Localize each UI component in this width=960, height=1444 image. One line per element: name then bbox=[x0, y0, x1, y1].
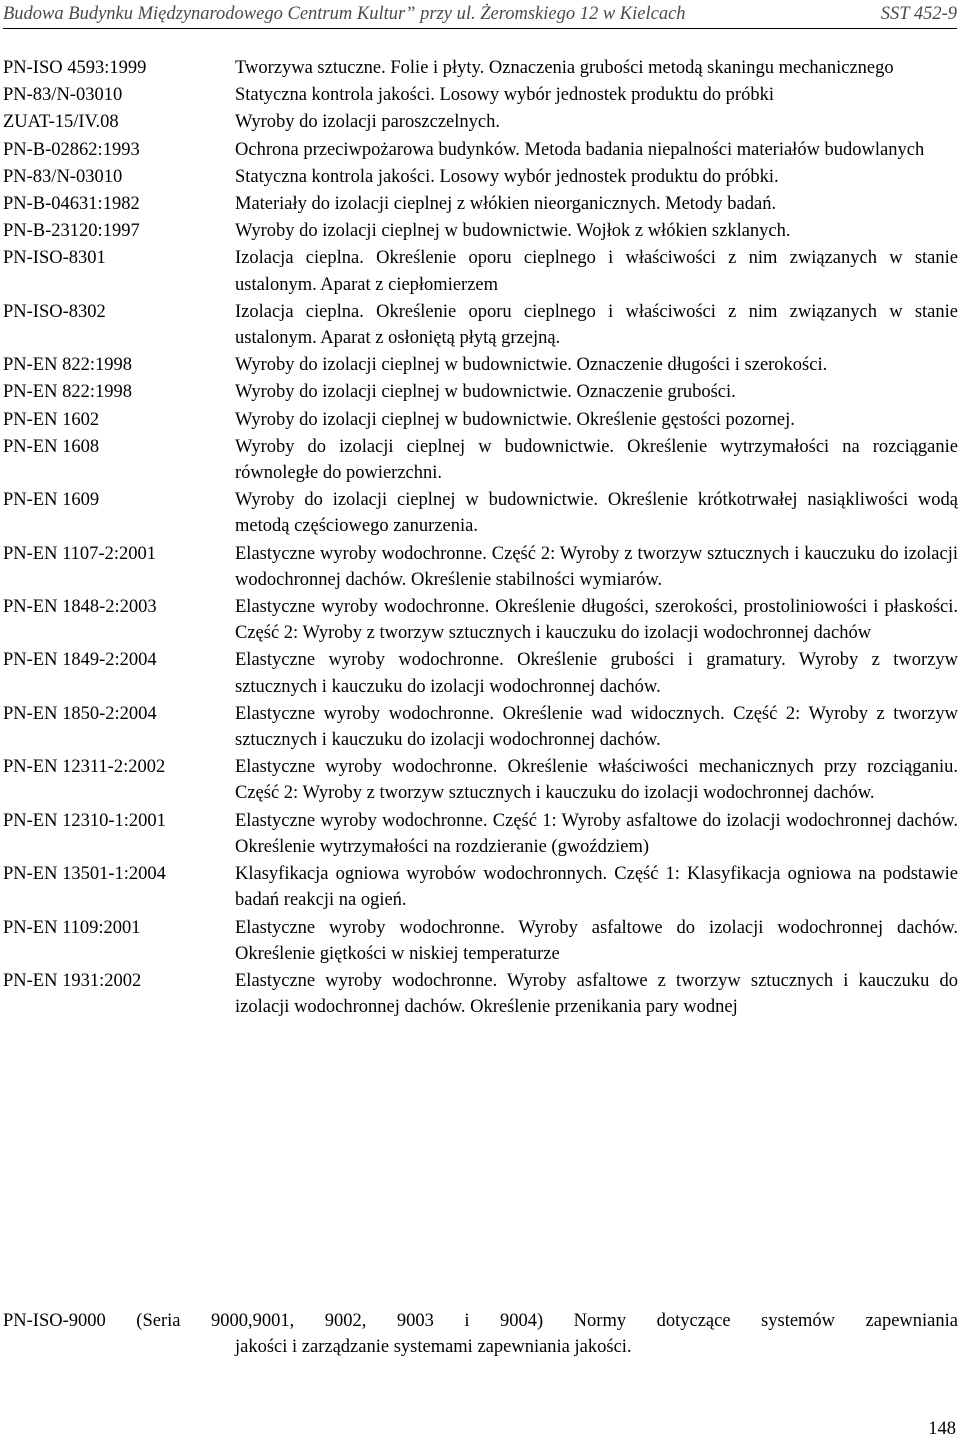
page-number: 148 bbox=[928, 1419, 956, 1439]
standards-list bbox=[3, 55, 958, 1021]
standard-description: Izolacja cieplna. Określenie oporu cieplnego i właściwości z nim związanych w stanie ustalonym. Aparat z ciepłomierzem bbox=[235, 248, 958, 295]
standards-list-item bbox=[3, 245, 958, 297]
standard-code: PN-EN 1848-2:2003 bbox=[3, 597, 157, 618]
standards-list-item bbox=[3, 915, 958, 967]
standard-description: Wyroby do izolacji cieplnej w budownictwie. Określenie krótkotrwałej nasiąkliwości wodą metodą częściowego zanurzenia. bbox=[235, 490, 958, 537]
final-entry-line-2: jakości i zarządzanie systemami zapewniania jakości. bbox=[235, 1337, 632, 1358]
standard-code: PN-83/N-03010 bbox=[3, 166, 123, 187]
standards-list-item bbox=[3, 164, 958, 190]
standards-list-item bbox=[3, 968, 958, 1020]
header-spec-code: SST 452-9 bbox=[880, 4, 957, 24]
standard-description: Wyroby do izolacji cieplnej w budownictwie. Oznaczenie długości i szerokości. bbox=[235, 355, 828, 376]
standard-code: PN-EN 12311-2:2002 bbox=[3, 757, 166, 778]
standard-description: Wyroby do izolacji cieplnej w budownictwie. Określenie gęstości pozornej. bbox=[235, 409, 795, 430]
standard-code: PN-B-23120:1997 bbox=[3, 221, 140, 242]
standard-description: Elastyczne wyroby wodochronne. Wyroby asfaltowe do izolacji wodochronnej dachów. Określenie giętkości w niskiej temperaturze bbox=[235, 917, 958, 964]
standard-code: PN-B-04631:1982 bbox=[3, 194, 140, 215]
standard-description: Elastyczne wyroby wodochronne. Określenie wad widocznych. Część 2: Wyroby z tworzyw sztucznych i kauczuku do izolacji wodochronnej dachów. bbox=[235, 703, 958, 751]
standards-list-item bbox=[3, 82, 958, 108]
header-title: Budowa Budynku Międzynarodowego Centrum Kultur” przy ul. Żeromskiego 12 w Kielcach bbox=[3, 4, 686, 24]
standards-list-item bbox=[3, 808, 958, 860]
standard-description: Ochrona przeciwpożarowa budynków. Metoda badania niepalności materiałów budowlanych bbox=[235, 139, 925, 160]
standards-list-item bbox=[3, 701, 958, 753]
standards-list-item bbox=[3, 541, 958, 593]
standard-description: Statyczna kontrola jakości. Losowy wybór jednostek produktu do próbki bbox=[235, 85, 774, 106]
standard-code: PN-ISO-8302 bbox=[3, 301, 106, 322]
standard-code: PN-EN 1850-2:2004 bbox=[3, 703, 157, 724]
standard-description: Izolacja cieplna. Określenie oporu cieplnego i właściwości z nim związanych w stanie ustalonym. Aparat z osłoniętą płytą grzejną. bbox=[235, 301, 958, 349]
standard-description: Tworzywa sztuczne. Folie i płyty. Oznaczenia grubości metodą skaningu mechanicznego bbox=[235, 58, 894, 78]
standards-list-item bbox=[3, 487, 958, 539]
standard-code: PN-EN 13501-1:2004 bbox=[3, 864, 166, 885]
standard-code: PN-EN 1107-2:2001 bbox=[3, 543, 156, 564]
standards-list-item bbox=[3, 55, 958, 81]
standard-code: PN-EN 822:1998 bbox=[3, 382, 132, 403]
standard-code: PN-ISO-8301 bbox=[3, 248, 106, 269]
final-entry-line-1: PN-ISO-9000 (Seria 9000,9001, 9002, 9003 i 9004) Normy dotyczące systemów zapewniania bbox=[3, 1311, 958, 1331]
standard-description: Wyroby do izolacji cieplnej w budownictwie. Wojłok z włókien szklanych. bbox=[235, 221, 791, 242]
standards-list-item bbox=[3, 754, 958, 806]
standard-description: Elastyczne wyroby wodochronne. Wyroby asfaltowe z tworzyw sztucznych i kauczuku do izolacji wodochronnej dachów. Określenie przenikania pary wodnej bbox=[235, 970, 958, 1018]
standard-description: Wyroby do izolacji cieplnej w budownictwie. Oznaczenie grubości. bbox=[235, 382, 736, 403]
standards-list-item-final bbox=[3, 1308, 958, 1360]
standard-code: PN-B-02862:1993 bbox=[3, 139, 140, 160]
standard-description: Statyczna kontrola jakości. Losowy wybór jednostek produktu do próbki. bbox=[235, 166, 779, 187]
standards-list-item bbox=[3, 647, 958, 699]
standards-list-item bbox=[3, 191, 958, 217]
standards-list-item bbox=[3, 218, 958, 244]
standard-description: Materiały do izolacji cieplnej z włókien nieorganicznych. Metody badań. bbox=[235, 194, 777, 215]
standard-description: Wyroby do izolacji paroszczelnych. bbox=[235, 112, 500, 133]
standards-list-item bbox=[3, 352, 958, 378]
standard-code: ZUAT-15/IV.08 bbox=[3, 112, 119, 133]
standard-code: PN-ISO 4593:1999 bbox=[3, 58, 147, 78]
standards-list-item bbox=[3, 137, 958, 163]
standards-list-item bbox=[3, 299, 958, 351]
standards-list-item bbox=[3, 407, 958, 433]
standard-description: Elastyczne wyroby wodochronne. Określenie grubości i gramatury. Wyroby z tworzyw sztucznych i kauczuku do izolacji wodochronnej dachów. bbox=[235, 650, 958, 697]
standard-description: Elastyczne wyroby wodochronne. Określenie właściwości mechanicznych przy rozciąganiu. Część 2: Wyroby z tworzyw sztucznych i kauczuku do izolacji wodochronnej dachów. bbox=[235, 757, 958, 804]
standard-description: Elastyczne wyroby wodochronne. Część 1: Wyroby asfaltowe do izolacji wodochronnej dachów. Określenie wytrzymałości na rozdzieranie (gwoździem) bbox=[235, 810, 958, 857]
standard-code: PN-EN 1602 bbox=[3, 409, 100, 430]
standard-code: PN-EN 1608 bbox=[3, 436, 100, 457]
standard-code: PN-EN 1109:2001 bbox=[3, 917, 141, 938]
standard-description: Elastyczne wyroby wodochronne. Określenie długości, szerokości, prostoliniowości i płaskości. Część 2: Wyroby z tworzyw sztucznych i kauczuku do izolacji wodochronnej dachów bbox=[235, 597, 958, 644]
standards-list-item bbox=[3, 861, 958, 913]
standards-list-item bbox=[3, 434, 958, 486]
standards-list-item bbox=[3, 109, 958, 135]
standard-code: PN-EN 12310-1:2001 bbox=[3, 810, 166, 831]
standard-code: PN-EN 822:1998 bbox=[3, 355, 132, 376]
standard-code: PN-EN 1849-2:2004 bbox=[3, 650, 157, 671]
standard-code: PN-EN 1931:2002 bbox=[3, 970, 142, 991]
standards-list-item bbox=[3, 594, 958, 646]
standard-code: PN-EN 1609 bbox=[3, 490, 100, 511]
page-header bbox=[3, 0, 957, 29]
standard-description: Klasyfikacja ogniowa wyrobów wodochronnych. Część 1: Klasyfikacja ogniowa na podstawie badań reakcji na ogień. bbox=[235, 864, 958, 911]
standard-code: PN-83/N-03010 bbox=[3, 85, 123, 106]
standard-description: Elastyczne wyroby wodochronne. Część 2: Wyroby z tworzyw sztucznych i kauczuku do izolacji wodochronnej dachów. Określenie stabilności wymiarów. bbox=[235, 543, 958, 590]
standards-list-item bbox=[3, 379, 958, 405]
standard-description: Wyroby do izolacji cieplnej w budownictwie. Określenie wytrzymałości na rozciąganie równoległe do powierzchni. bbox=[235, 436, 958, 484]
